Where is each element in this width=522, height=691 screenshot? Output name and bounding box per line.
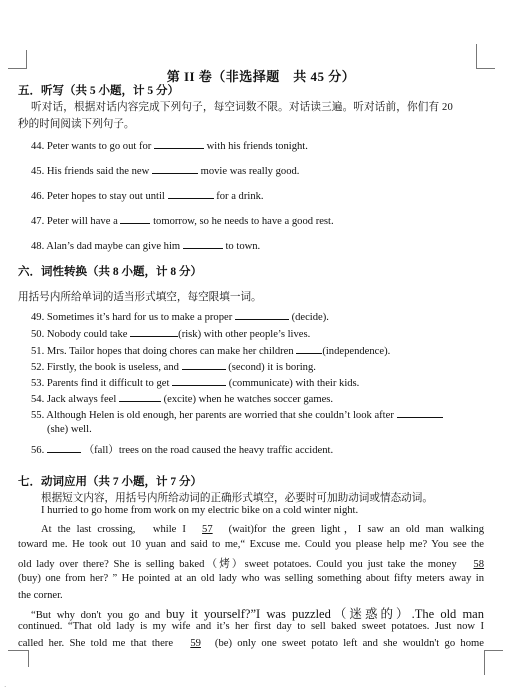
answer-blank-54[interactable] bbox=[119, 391, 161, 402]
question-53: 53. Parents find it difficult to get (communicate) with their kids. bbox=[31, 375, 359, 389]
answer-blank-44[interactable] bbox=[154, 138, 204, 149]
question-54: 54. Jack always feel (excite) when he watches soccer games. bbox=[31, 391, 333, 405]
section5-instruction-cont: 秒的时间阅读下列句子。 bbox=[18, 119, 135, 130]
question-47: 47. Peter will have a tomorrow, so he needs to have a good rest. bbox=[31, 213, 334, 227]
passage-line: At the last crossing, while I 57 (wait)for the green light，I saw an old man walking bbox=[41, 524, 484, 535]
question-56: 56. （fall）trees on the road caused the heavy traffic accident. bbox=[31, 442, 333, 457]
answer-blank-48[interactable] bbox=[183, 238, 223, 249]
answer-blank-57[interactable]: 57 bbox=[202, 524, 213, 535]
question-52: 52. Firstly, the book is useless, and (second) it is boring. bbox=[31, 359, 316, 373]
answer-blank-51[interactable] bbox=[296, 343, 322, 354]
answer-blank-56[interactable] bbox=[47, 442, 81, 453]
passage-line: the corner. bbox=[18, 590, 63, 601]
question-50: 50. Nobody could take (risk) with other people’s lives. bbox=[31, 326, 310, 340]
answer-blank-45[interactable] bbox=[152, 163, 198, 174]
answer-blank-49[interactable] bbox=[235, 309, 289, 320]
answer-blank-58[interactable]: 58 bbox=[473, 559, 485, 570]
passage-line: old lady over there? She is selling baked（烤）sweet potatoes. Could you just take the money 58 bbox=[18, 559, 485, 570]
question-48: 48. Alan’s dad maybe can give him to town. bbox=[31, 238, 260, 252]
section6-instruction: 用括号内所给单词的适当形式填空，每空限填一词。 bbox=[18, 292, 262, 303]
question-55: 55. Although Helen is old enough, her parents are worried that she couldn’t look after bbox=[31, 407, 443, 421]
section7-heading: 七．动词应用（共 7 小题，计 7 分） bbox=[18, 476, 202, 488]
question-49: 49. Sometimes it’s hard for us to make a proper (decide). bbox=[31, 309, 329, 323]
answer-blank-52[interactable] bbox=[182, 359, 226, 370]
section5-instruction: 听对话，根据对话内容完成下列句子，每空词数不限。对话读三遍。听对话前，你们有 20 bbox=[31, 102, 453, 113]
page-title: 第 II 卷（非选择题 共 45 分） bbox=[166, 69, 356, 84]
answer-blank-50[interactable] bbox=[130, 326, 178, 337]
crop-mark-bottom-right bbox=[484, 650, 503, 675]
passage-line: “But why don't you go and buy it yourself?”I was puzzled（迷惑的）.The old man bbox=[31, 607, 484, 621]
passage-line: toward me. He took out 10 yuan and said to me,“ Excuse me. Could you please help me? You see the bbox=[18, 539, 484, 550]
answer-blank-55[interactable] bbox=[397, 407, 443, 418]
passage-line: (buy) one from her? ” He pointed at an old lady who was selling something about fifty meters away in bbox=[18, 573, 484, 584]
section7-instruction: 根据短文内容，用括号内所给动词的正确形式填空，必要时可加助动词或情态动词。 bbox=[41, 493, 433, 504]
answer-blank-59[interactable]: 59 bbox=[190, 638, 201, 649]
section5-heading: 五．听写（共 5 小题，计 5 分） bbox=[18, 85, 179, 97]
passage-line: I hurried to go home from work on my electric bike on a cold winter night. bbox=[41, 505, 359, 516]
section6-heading: 六．词性转换（共 8 小题，计 8 分） bbox=[18, 266, 202, 278]
answer-blank-46[interactable] bbox=[168, 188, 214, 199]
passage-line: called her. She told me that there 59 (be) only one sweet potato left and she wouldn't go home bbox=[18, 638, 484, 649]
question-55-cont: (she) well. bbox=[47, 424, 92, 435]
passage-line: continued. “That old lady is my wife and it’s her first day to sell baked sweet potatoes. Just now I bbox=[18, 621, 484, 632]
question-46: 46. Peter hopes to stay out until for a drink. bbox=[31, 188, 264, 202]
question-44: 44. Peter wants to go out for with his friends tonight. bbox=[31, 138, 308, 152]
answer-blank-53[interactable] bbox=[172, 375, 226, 386]
question-51: 51. Mrs. Tailor hopes that doing chores can make her children (independence). bbox=[31, 343, 390, 357]
answer-blank-47[interactable] bbox=[120, 213, 150, 224]
scan-dot: · bbox=[4, 683, 7, 691]
crop-mark-bottom-left bbox=[8, 650, 29, 667]
question-45: 45. His friends said the new movie was really good. bbox=[31, 163, 299, 177]
